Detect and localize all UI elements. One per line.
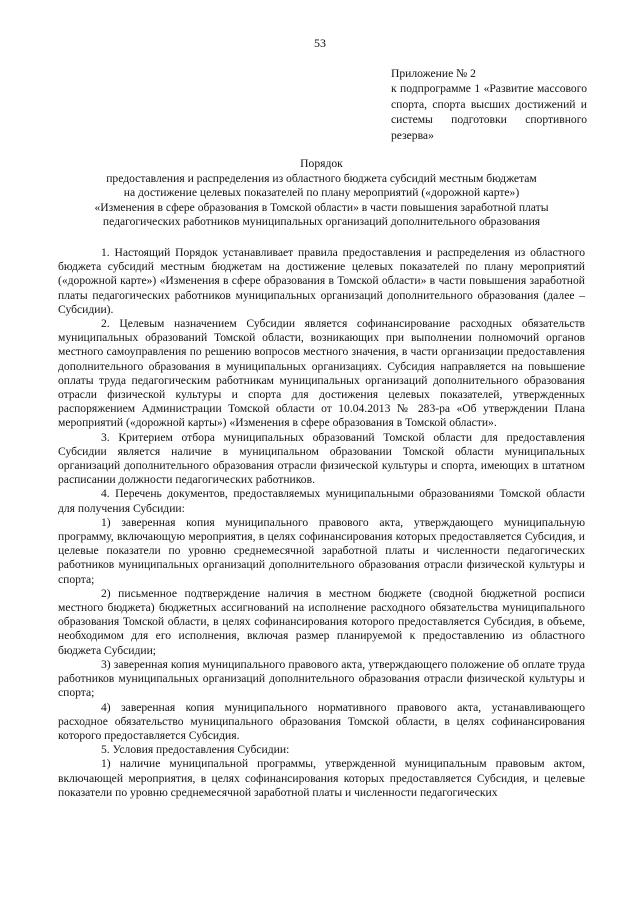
paragraph-5-item-1: 1) наличие муниципальной программы, утвержденной муниципальным правовым актом, включающей мероприятия, в целях софинансирования которых предоставляется Субсидия, и целевые показатели по уровню среднемесячной заработной платы и численности педагогических (58, 757, 585, 799)
paragraph-4-item-4: 4) заверенная копия муниципального нормативного правового акта, устанавливающего расходное обязательство муниципального образования Томской области, в целях софинансирования которого предоставляется Субсидия. (58, 700, 585, 742)
heading-line-2: на достижение целевых показателей по плану мероприятий («дорожной карте») (123, 186, 520, 200)
paragraph-4-item-2: 2) письменное подтверждение наличия в местном бюджете (сводной бюджетной росписи местного бюджета) бюджетных ассигнований на исполнение расходного обязательства муниципального образования Томской области, в целях софинансирования которого предоставляется Субсидия, в объеме, необходимом для его исполнения, включая размер планируемой к предоставлению из областного бюджета Субсидии; (58, 586, 585, 657)
paragraph-1: 1. Настоящий Порядок устанавливает правила предоставления и распределения из областного бюджета субсидий местным бюджетам на достижение целевых показателей по плану мероприятий («дорожной карте») «Изменения в сфере образования в Томской области» в части повышения заработной платы педагогических работников муниципальных организаций дополнительного образования (далее – Субсидии). (58, 246, 585, 316)
document-heading (58, 157, 585, 229)
heading-line-3: «Изменения в сфере образования в Томской области» в части повышения заработной платы (94, 200, 549, 214)
paragraph-2: 2. Целевым назначением Субсидии является софинансирование расходных обязательств муниципальных образований Томской области, возникающих при выполнении полномочий органов местного самоуправления по решению вопросов местного значения, в части организации предоставления дополнительного образования в муниципальных организациях. Субсидия направляется на повышение оплаты труда педагогическим работникам муниципальных организаций дополнительного образования отрасли физической культуры и спорта для достижения целевых показателей, утвержденных распоряжением Администрации Томской области от 10.04.2013 № 283-ра «Об утверждении Плана мероприятий («дорожной карты») «Изменения в сфере образования в Томской области». (58, 317, 585, 430)
paragraph-5: 5. Условия предоставления Субсидии: (101, 743, 290, 757)
document-body (58, 246, 585, 800)
heading-line-1: предоставления и распределения из областного бюджета субсидий местным бюджетам (106, 172, 537, 186)
page-number: 53 (314, 36, 326, 50)
document-title: Порядок (300, 157, 343, 170)
paragraph-4-item-1: 1) заверенная копия муниципального правового акта, утверждающего муниципальную программу, включающую мероприятия, в целях софинансирования которых предоставляется Субсидия, и целевые показатели по уровню среднемесячной заработной платы и численности педагогических работников муниципальных организаций дополнительного образования отрасли физической культуры и спорта; (58, 515, 585, 586)
appendix-text: к подпрограмме 1 «Развитие массового спорта, спорта высших достижений и системы подготовки спортивного резерва» (391, 82, 587, 142)
appendix-block (391, 66, 587, 143)
paragraph-3: 3. Критерием отбора муниципальных образований Томской области для предоставления Субсидии является наличие в муниципальном образовании Томской области муниципальных организаций дополнительного образования отрасли физической культуры и спорта, имеющих в штатном расписании должности педагогических работников. (58, 430, 585, 487)
paragraph-4-item-3: 3) заверенная копия муниципального правового акта, утверждающего положение об оплате труда работников муниципальных организаций дополнительного образования отрасли физической культуры и спорта; (58, 657, 585, 700)
paragraph-4: 4. Перечень документов, предоставляемых муниципальными образованиями Томской области для получения Субсидии: (58, 487, 585, 515)
heading-line-4: педагогических работников муниципальных организаций дополнительного образования (102, 214, 541, 228)
appendix-title: Приложение № 2 (391, 67, 476, 80)
